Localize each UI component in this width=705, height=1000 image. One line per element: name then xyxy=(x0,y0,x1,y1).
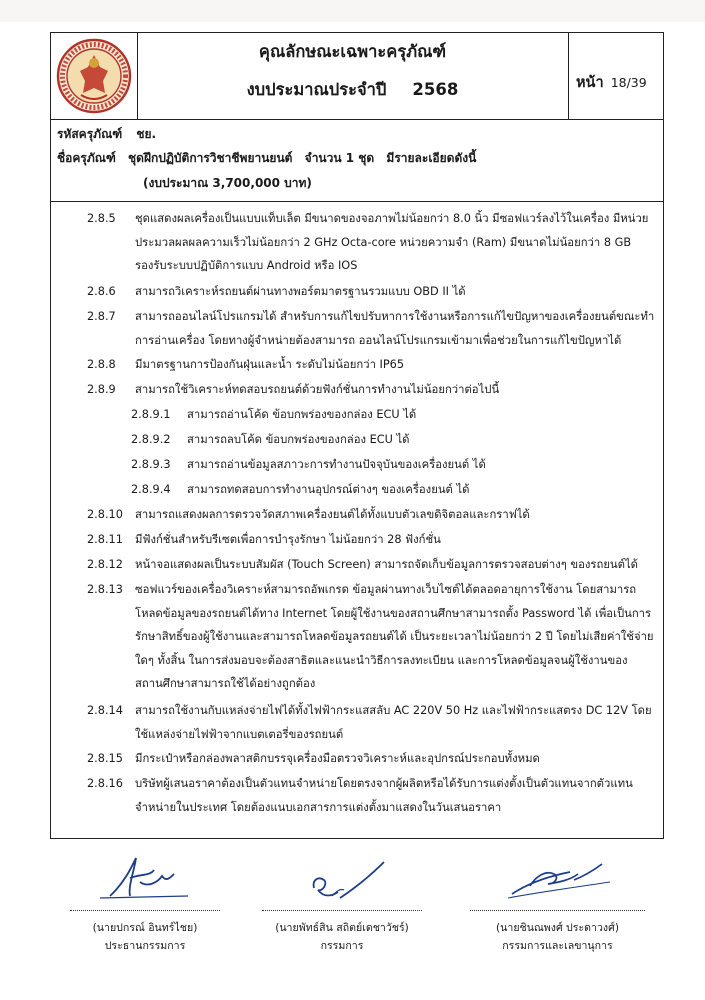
spec-item-line: บริษัทผู้เสนอราคาต้องเป็นตัวแทนจำหน่ายโดยตรงจากผู้ผลิตหรือได้รับการแต่งตั้งเป็นตัวแทนจากตัวแทน xyxy=(135,777,633,790)
signatory-name: (นายพัทธ์สิน สถิตย์เดชาวัชร์) xyxy=(275,922,409,934)
spec-list xyxy=(51,201,663,838)
spec-subitem xyxy=(131,453,651,477)
name-value: ชุดฝึกปฏิบัติการวิชาชีพยานยนต์ xyxy=(128,151,293,165)
signature-line xyxy=(262,906,422,911)
spec-item-line: สามารถแสดงผลการตรวจวัดสภาพเครื่องยนต์ได้ทั้งแบบตัวเลขดิจิตอลและกราฟได้ xyxy=(135,508,530,521)
spec-item xyxy=(87,353,657,377)
logo-cell xyxy=(51,33,138,119)
spec-item-number: 2.8.10 xyxy=(87,508,123,521)
spec-item xyxy=(87,528,657,552)
fiscal-year: 2568 xyxy=(412,80,459,99)
spec-item-line: จำหน่ายในประเทศ โดยต้องแนบเอกสารการแต่งตั้งมาแสดงในวันเสนอราคา xyxy=(135,800,502,814)
spec-subitem-number: 2.8.9.1 xyxy=(131,408,171,421)
signatory-name: (นายชินณพงศ์ ประดาวงศ์) xyxy=(496,922,619,934)
spec-item-line: ใช้แหล่งจ่ายไฟฟ้าจากแบตเตอรี่ของรถยนต์ xyxy=(135,727,344,741)
spec-item-number: 2.8.7 xyxy=(87,310,116,323)
spec-document-frame xyxy=(50,32,664,839)
page-indicator xyxy=(576,71,647,94)
spec-item-number: 2.8.14 xyxy=(87,704,123,717)
spec-item-number: 2.8.11 xyxy=(87,533,123,546)
signature-block-chair xyxy=(70,852,220,955)
name-label: ชื่อครุภัณฑ์ xyxy=(57,151,116,165)
spec-subitem-text: สามารถลบโค้ด ข้อบกพร่องของกล่อง ECU ได้ xyxy=(187,433,410,446)
spec-item-number: 2.8.6 xyxy=(87,285,116,298)
signature-mark xyxy=(262,852,422,906)
spec-item xyxy=(87,578,657,696)
spec-item-line: มีมาตรฐานการป้องกันฝุ่นและน้ำ ระดับไม่น้อยกว่า IP65 xyxy=(135,358,405,371)
budget-amount: (งบประมาณ 3,700,000 บาท) xyxy=(143,176,312,190)
spec-item-line: ชุดแสดงผลเครื่องเป็นแบบแท็บเล็ต มีขนาดของจอภาพไม่น้อยกว่า 8.0 นิ้ว มีซอฟแวร์ลงไว้ในเครื่อง มีหน่วย xyxy=(135,212,649,225)
spec-item-line: รองรับระบบปฏิบัติการแบบ Android หรือ IOS xyxy=(135,259,358,272)
spec-item-line: ซอฟแวร์ของเครื่องวิเคราะห์สามารถอัพเกรด ข้อมูลผ่านทางเว็บไซต์ได้ตลอดอายุการใช้งาน โดยสามารถ xyxy=(135,583,637,596)
spec-item-line: โหลดข้อมูลของรถยนต์ได้ทาง Internet โดยผู้ใช้งานของสถานศึกษาสามารถตั้ง Password ได้ เพื่อเป็นการ xyxy=(135,606,652,620)
spec-item-line: ประมวลผลผลความเร็วไม่น้อยกว่า 2 GHz Octa-core หน่วยความจำ (Ram) มีขนาดไม่น้อยกว่า 8 GB xyxy=(135,235,632,249)
spec-subitem-text: สามารถอ่านข้อมูลสภาวะการทำงานปัจจุบันของเครื่องยนต์ ได้ xyxy=(187,458,486,471)
detail-note: มีรายละเอียดดังนี้ xyxy=(386,151,477,165)
spec-subitem-text: สามารถอ่านโค้ด ข้อบกพร่องของกล่อง ECU ได้ xyxy=(187,408,417,421)
signature-block-secretary xyxy=(470,852,645,955)
signature-block-member xyxy=(262,852,422,955)
spec-item-line: สามารถใช้งานกับแหล่งจ่ายไฟได้ทั้งไฟฟ้ากระแสสลับ AC 220V 50 Hz และไฟฟ้ากระแสตรง DC 12V โดย xyxy=(135,704,652,717)
spec-item xyxy=(87,305,657,352)
signature-mark xyxy=(70,852,220,906)
equipment-code-line xyxy=(57,125,156,144)
handwritten-signature xyxy=(470,852,645,906)
signatory-role: กรรมการ xyxy=(320,940,364,952)
document-title: คุณลักษณะเฉพาะครุภัณฑ์ xyxy=(258,42,447,61)
spec-item-line: ใดๆ ทั้งสิ้น ในการส่งมอบจะต้องสาธิตและแนะนำวิธีการลงทะเบียน และการโหลดข้อมูลจนผู้ใช้งานของ xyxy=(135,653,628,667)
ovec-seal-logo xyxy=(51,33,137,119)
title-cell xyxy=(137,33,569,119)
page-top-margin xyxy=(0,0,705,22)
spec-item-number: 2.8.16 xyxy=(87,777,123,790)
handwritten-signature xyxy=(262,852,422,906)
spec-item xyxy=(87,207,657,278)
spec-item-line: สามารถใช้วิเคราะห์ทดสอบรถยนต์ด้วยฟังก์ชั่นการทำงานไม่น้อยกว่าต่อไปนี้ xyxy=(135,383,500,396)
spec-subitem-number: 2.8.9.4 xyxy=(131,483,171,496)
signature-mark xyxy=(470,852,645,906)
spec-subitem xyxy=(131,478,651,502)
spec-item xyxy=(87,699,657,746)
page-number-cell xyxy=(568,33,663,119)
spec-subitem-number: 2.8.9.2 xyxy=(131,433,171,446)
spec-item-number: 2.8.15 xyxy=(87,752,123,765)
budget-year-label: งบประมาณประจำปี xyxy=(246,80,387,99)
spec-item-line: รักษาสิทธิ์ของผู้ใช้งานและสามารถโหลดข้อมูลรถยนต์ได้ เป็นระยะเวลาไม่น้อยกว่า 2 ปี โดยไม่เสียค่าใช้จ่าย xyxy=(135,630,654,643)
spec-item-line: สามารถออนไลน์โปรแกรมได้ สำหรับการแก้ไขปรับหาการใช้งานหรือการแก้ไขปัญหาของเครื่องยนต์ขณะทำ xyxy=(135,310,655,323)
spec-subitem xyxy=(131,403,651,427)
budget-year-line xyxy=(137,77,568,103)
spec-item-line: หน้าจอแสดงผลเป็นระบบสัมผัส (Touch Screen) สามารถจัดเก็บข้อมูลการตรวจสอบต่างๆ ของรถยนต์ได้ xyxy=(135,558,639,571)
spec-item-line: มีกระเป๋าหรือกล่องพลาสติกบรรจุเครื่องมือตรวจวิเคราะห์และอุปกรณ์ประกอบทั้งหมด xyxy=(135,752,540,765)
code-value: ชย. xyxy=(136,127,157,141)
spec-item-line: การอ่านเครื่อง โดยทางผู้จำหน่ายต้องสามารถ ออนไลน์โปรแกรมเข้ามาเพื่อช่วยในการแก้ไขปัญหาได้ xyxy=(135,333,622,347)
spec-item xyxy=(87,280,657,304)
spec-item-number: 2.8.8 xyxy=(87,358,116,371)
signature-line xyxy=(470,906,645,911)
spec-subitem-text: สามารถทดสอบการทำงานอุปกรณ์ต่างๆ ของเครื่องยนต์ ได้ xyxy=(187,483,470,496)
page-label: หน้า xyxy=(576,75,604,91)
spec-item-number: 2.8.9 xyxy=(87,383,116,396)
spec-item-line: สถานศึกษาสามารถใช้ได้อย่างถูกต้อง xyxy=(135,677,316,690)
spec-subitem-number: 2.8.9.3 xyxy=(131,458,171,471)
equipment-name-line xyxy=(57,149,476,168)
spec-subitem xyxy=(131,428,651,452)
spec-item-line: มีฟังก์ชั่นสำหรับรีเซตเพื่อการบำรุงรักษา ไม่น้อยกว่า 28 ฟังก์ชั่น xyxy=(135,533,441,546)
spec-item-line: สามารถวิเคราะห์รถยนต์ผ่านทางพอร์ตมาตรฐานรวมแบบ OBD II ได้ xyxy=(135,285,466,298)
spec-item xyxy=(87,503,657,527)
equipment-info xyxy=(51,119,663,202)
spec-item xyxy=(87,378,657,402)
handwritten-signature xyxy=(70,852,220,906)
signatory-name: (นายปกรณ์ อินทร์ไชย) xyxy=(92,922,198,934)
spec-item xyxy=(87,553,657,577)
spec-item-number: 2.8.12 xyxy=(87,558,123,571)
quantity: จำนวน 1 ชุด xyxy=(304,151,375,165)
spec-item-number: 2.8.5 xyxy=(87,212,116,225)
signature-line xyxy=(70,906,220,911)
code-label: รหัสครุภัณฑ์ xyxy=(57,127,123,141)
document-header xyxy=(51,33,663,120)
spec-item xyxy=(87,772,657,819)
signatory-role: ประธานกรรมการ xyxy=(104,940,186,952)
spec-item xyxy=(87,747,657,771)
page-number: 18/39 xyxy=(610,75,647,90)
signatory-role: กรรมการและเลขานุการ xyxy=(502,940,613,952)
spec-item-number: 2.8.13 xyxy=(87,583,123,596)
